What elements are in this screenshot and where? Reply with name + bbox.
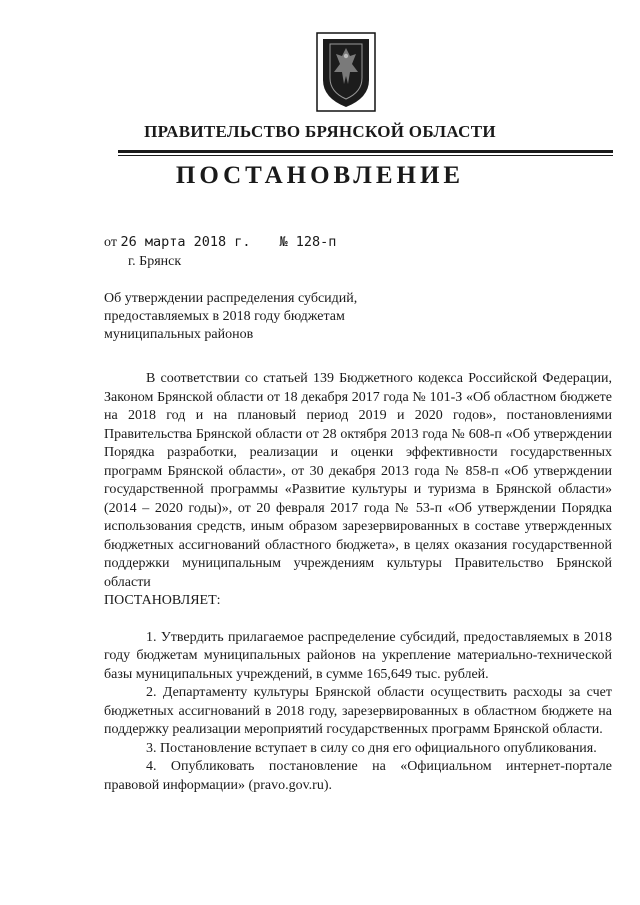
document-city: г. Брянск [128, 254, 182, 269]
date-prefix: от [104, 235, 117, 250]
document-body [104, 370, 612, 795]
document-type-title: ПОСТАНОВЛЕНИЕ [175, 162, 465, 189]
document-subject: Об утверждении распределения субсидий, предоставляемых в 2018 году бюджетам муниципальных районов [104, 291, 358, 342]
coat-of-arms-icon [316, 32, 376, 112]
header-divider-thin [118, 155, 613, 156]
preamble-paragraph: В соответствии со статьей 139 Бюджетного кодекса Российской Федерации, Законом Брянской области от 18 декабря 2017 года № 101-З «Об областном бюджете на 2018 год и на плановый период 2019 и 2020 годов», постановлениями Правительства Брянской области от 28 октября 2013 года № 608-п «Об утверждении Порядка разработки, реализации и оценки эффективности государственных программ Брянской области», от 30 декабря 2013 года № 858-п «Об утверждении государственной программы «Развитие культуры и туризма в Брянской области» (2014 – 2020 годы)», от 20 февраля 2017 года № 53-п «Об утверждении Порядка использования средств, иным образом зарезервированных в составе утвержденных бюджетных ассигнований областного бюджета», в целях оказания государственной поддержки муниципальным учреждениям культуры Правительство Брянской области [104, 371, 612, 590]
header-divider-thick [118, 150, 613, 153]
decree-word: ПОСТАНОВЛЯЕТ: [104, 593, 221, 608]
document-date: 26 марта 2018 г. [120, 234, 251, 250]
list-item: 4. Опубликовать постановление на «Официальном интернет-портале правовой информации» (pravo.gov.ru). [104, 759, 612, 793]
date-line [104, 234, 336, 251]
list-item: 3. Постановление вступает в силу со дня его официального опубликования. [146, 740, 597, 756]
list-item: 1. Утвердить прилагаемое распределение субсидий, предоставляемых в 2018 году бюджетам муниципальных районов на укрепление материально-технической базы муниципальных учреждений, в сумме 165,649 тыс. рублей. [104, 629, 612, 682]
organization-title: ПРАВИТЕЛЬСТВО БРЯНСКОЙ ОБЛАСТИ [144, 122, 496, 141]
list-item: 2. Департаменту культуры Брянской области осуществить расходы за счет бюджетных ассигнований в 2018 году, зарезервированных в областном бюджете на поддержку реализации мероприятий государственных программ Брянской области. [104, 685, 612, 737]
document-number: № 128-п [279, 234, 337, 250]
